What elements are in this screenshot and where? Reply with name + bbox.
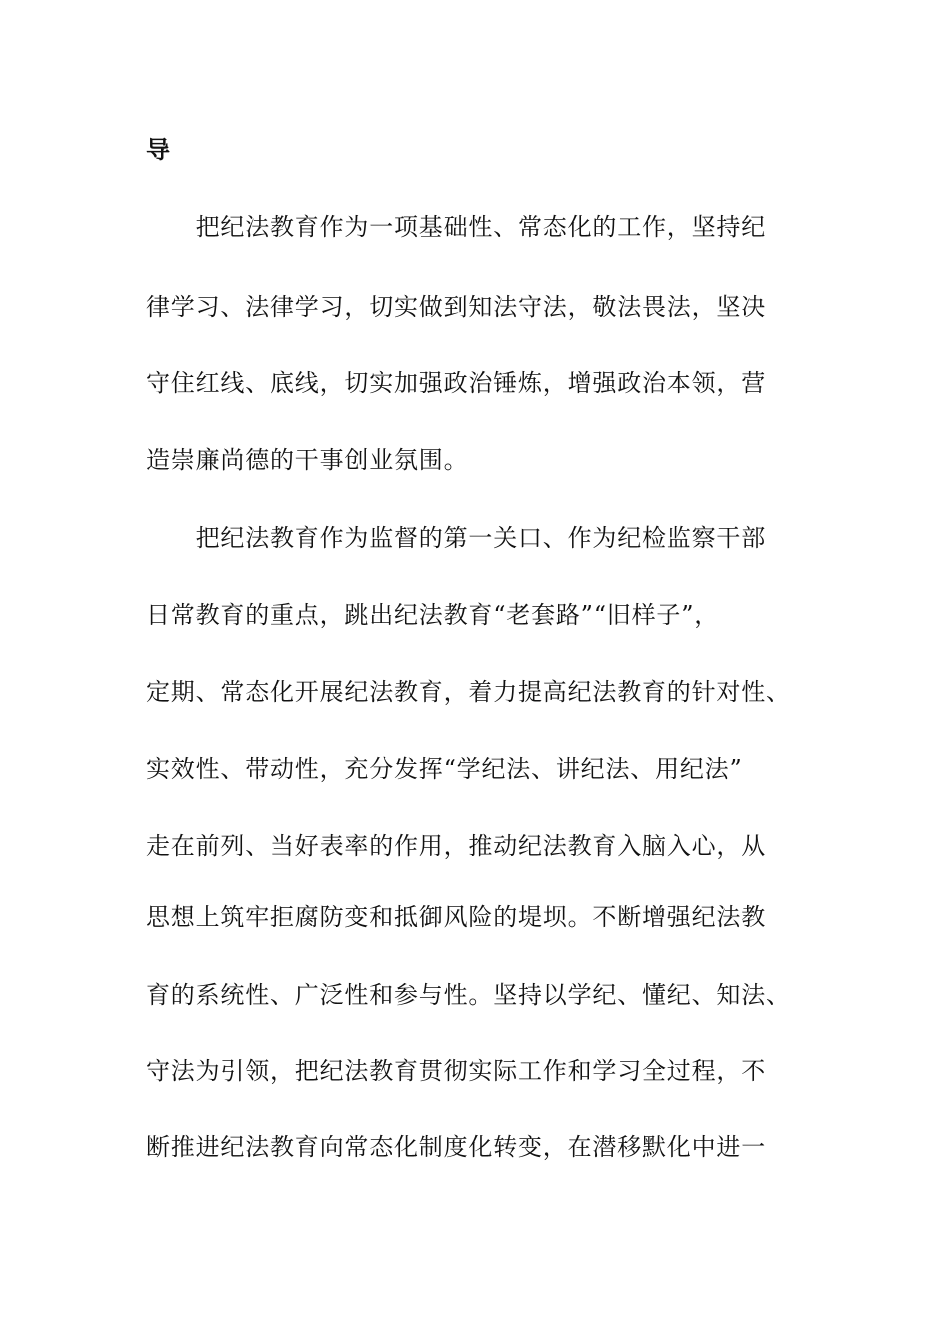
paragraph-2-line-5: 走在前列、当好表率的作用，推动纪法教育入脑入心，从 <box>146 832 766 860</box>
paragraph-2-line-2: 日常教育的重点，跳出纪法教育“老套路”“旧样子”， <box>146 601 720 629</box>
paragraph-1-line-2: 律学习、法律学习，切实做到知法守法，敬法畏法，坚决 <box>146 293 766 321</box>
paragraph-1-line-1: 把纪法教育作为一项基础性、常态化的工作，坚持纪 <box>146 213 766 241</box>
paragraph-2-line-3: 定期、常态化开展纪法教育，着力提高纪法教育的针对性、 <box>146 678 791 706</box>
paragraph-1-line-3: 守住红线、底线，切实加强政治锤炼，增强政治本领，营 <box>146 369 766 397</box>
paragraph-2-line-8: 守法为引领，把纪法教育贯彻实际工作和学习全过程，不 <box>146 1057 766 1085</box>
paragraph-1-line-4: 造崇廉尚德的干事创业氛围。 <box>146 446 469 474</box>
paragraph-2-line-6: 思想上筑牢拒腐防变和抵御风险的堤坝。不断增强纪法教 <box>146 903 766 931</box>
paragraph-2-line-9: 断推进纪法教育向常态化制度化转变，在潜移默化中进一 <box>146 1133 766 1161</box>
paragraph-2-line-7: 育的系统性、广泛性和参与性。坚持以学纪、懂纪、知法、 <box>146 981 791 1009</box>
paragraph-2-line-1: 把纪法教育作为监督的第一关口、作为纪检监察干部 <box>146 524 766 552</box>
section-heading: 导 <box>146 135 170 164</box>
paragraph-2-line-4: 实效性、带动性，充分发挥“学纪法、讲纪法、用纪法” <box>146 755 743 783</box>
